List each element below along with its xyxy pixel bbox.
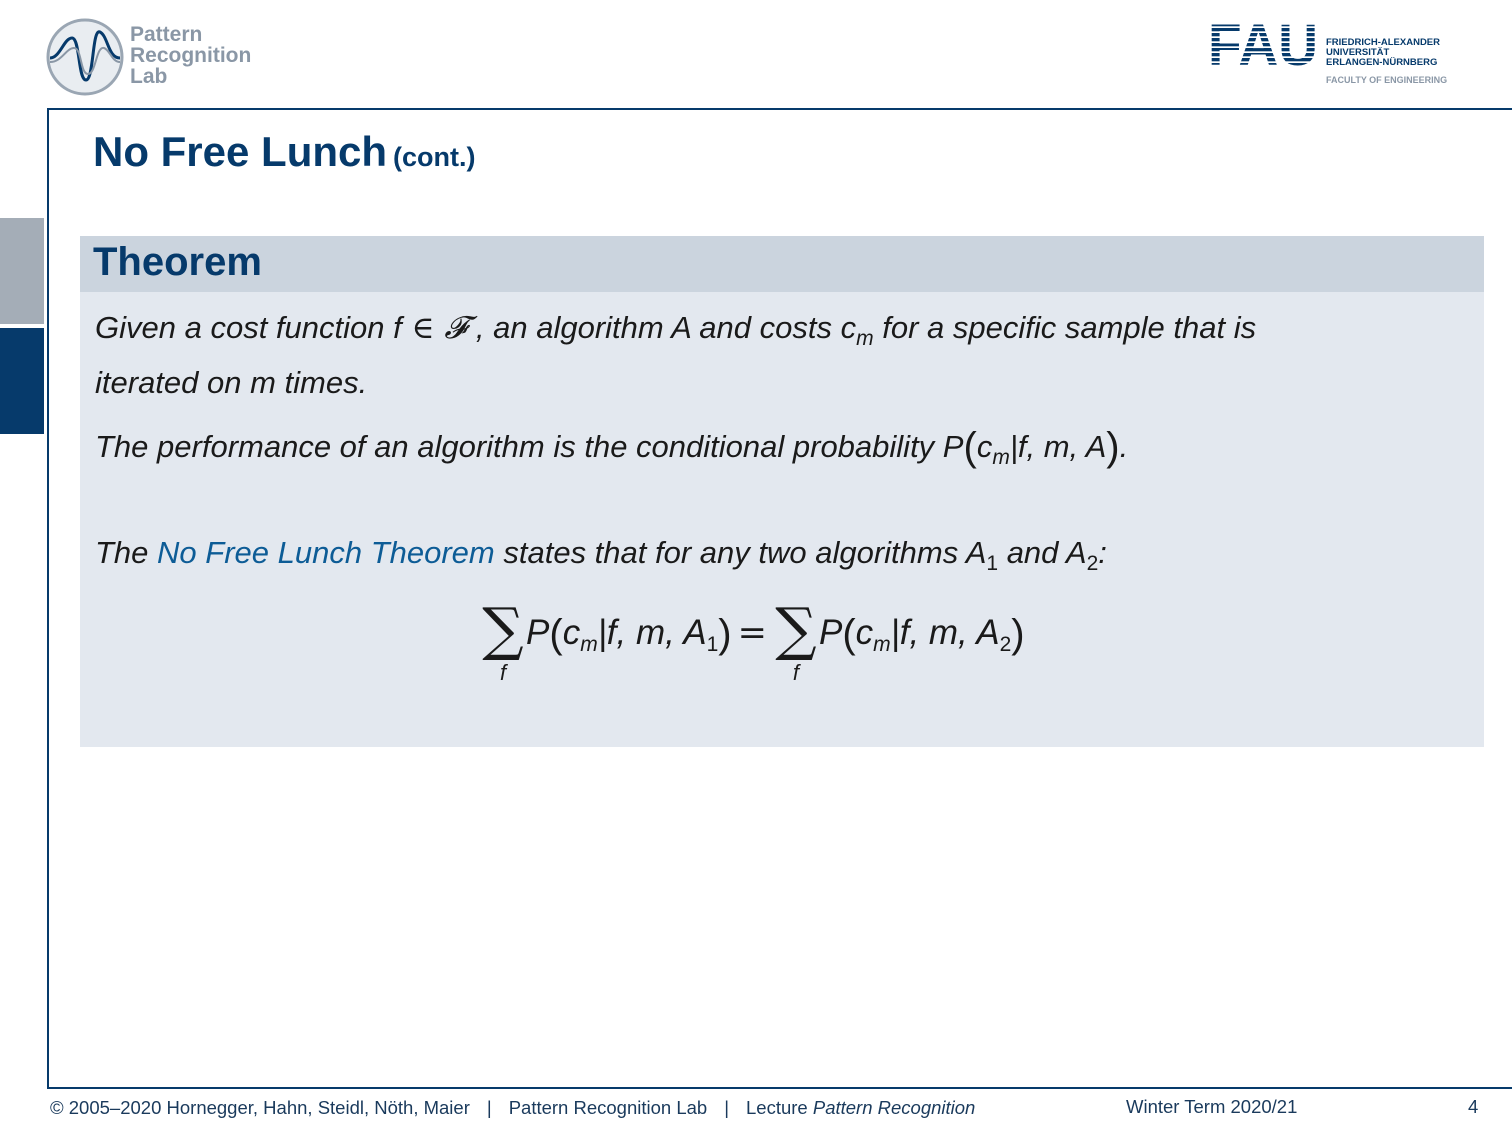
page-title — [93, 128, 476, 176]
footer-separator-2: | — [724, 1097, 729, 1118]
p1-text-c: for a specific sample that is — [873, 310, 1257, 345]
p2-rest: |f, m, A — [1009, 429, 1107, 464]
pattern-recognition-lab-logo — [46, 18, 286, 100]
footer-lecture-prefix: Lecture — [746, 1097, 813, 1118]
p3-text-c: and A — [998, 535, 1087, 570]
rhs-sum-index: f — [792, 660, 800, 685]
p2-c-subscript: m — [992, 446, 1010, 469]
theorem-heading: Theorem — [93, 240, 262, 284]
lab-logo-line-3: Lab — [130, 65, 168, 88]
fau-faculty: FACULTY OF ENGINEERING — [1326, 75, 1448, 85]
frame-left-rule — [47, 108, 49, 1088]
page-title-main: No Free Lunch — [93, 128, 388, 175]
rhs-term — [819, 612, 1025, 657]
fau-mark-icon — [1208, 18, 1320, 68]
rhs-p: P — [818, 613, 843, 652]
nfl-equation — [480, 595, 1025, 700]
p1-function-set: 𝓕 — [444, 310, 468, 346]
footer-lecture-name: Pattern Recognition — [812, 1097, 976, 1118]
frame-bottom-rule — [47, 1087, 1512, 1089]
p2-c: c — [976, 429, 993, 464]
lhs-a-subscript: 1 — [706, 633, 719, 656]
rhs-rparen: ) — [1011, 612, 1025, 656]
p2-lparen: ( — [963, 425, 977, 469]
fau-line-3: ERLANGEN-NÜRNBERG — [1326, 57, 1438, 68]
fau-line-1: FRIEDRICH-ALEXANDER — [1326, 37, 1440, 48]
lhs-sum — [480, 595, 526, 686]
rhs-c-subscript: m — [873, 633, 891, 656]
footer-separator-1: | — [486, 1097, 492, 1118]
lhs-sum-index: f — [499, 660, 507, 685]
p1-f: f — [393, 310, 402, 345]
lhs-c-subscript: m — [580, 633, 598, 656]
footer-lab: Pattern Recognition Lab — [508, 1097, 708, 1118]
page-title-suffix: (cont.) — [393, 142, 476, 172]
p2-end: . — [1119, 429, 1129, 464]
theorem-paragraph-3 — [95, 531, 1107, 586]
rhs-c: c — [855, 613, 874, 652]
p3-text-b: states that for any two algorithms A — [494, 535, 987, 570]
lab-logo-line-2: Recognition — [130, 44, 252, 67]
page-number: 4 — [1468, 1096, 1479, 1117]
lab-logo-emblem-icon — [46, 18, 124, 96]
lhs-rest: |f, m, A — [597, 613, 707, 652]
rhs-rest: |f, m, A — [890, 613, 1000, 652]
p2-rparen: ) — [1106, 425, 1120, 469]
p1-c-subscript: m — [856, 327, 874, 350]
p1-text-b: , an algorithm A and costs c — [467, 310, 857, 345]
p2-text-a: The performance of an algorithm is the conditional probability P — [95, 429, 964, 464]
rhs-sum-sign: ∑ — [775, 595, 817, 663]
fau-logo — [1208, 18, 1468, 90]
lab-logo-text — [130, 24, 251, 87]
theorem-paragraph-1 — [95, 306, 1256, 405]
frame-top-rule — [47, 108, 1512, 110]
lhs-lparen: ( — [549, 612, 563, 656]
p1-element-of: ∈ — [401, 310, 445, 346]
p1-text-a: Given a cost function — [95, 310, 394, 345]
equals-sign: = — [737, 613, 767, 653]
p3-sub-1: 1 — [986, 552, 999, 575]
lhs-sum-sign: ∑ — [482, 595, 524, 663]
section-nav-block-previous[interactable] — [0, 218, 44, 324]
rhs-lparen: ( — [842, 612, 856, 656]
svg-text:FAU: FAU — [1208, 18, 1318, 68]
fau-line-2: UNIVERSITÄT — [1326, 47, 1390, 58]
lhs-rparen: ) — [718, 612, 732, 656]
footer-term: Winter Term 2020/21 — [1126, 1096, 1298, 1117]
footer-credits — [50, 1097, 975, 1119]
lhs-p: P — [526, 613, 550, 652]
rhs-sum — [773, 595, 819, 686]
footer-copyright: © 2005–2020 Hornegger, Hahn, Steidl, Nöth, Maier — [50, 1097, 470, 1118]
p3-end: : — [1098, 535, 1107, 570]
nfl-theorem-link: No Free Lunch Theorem — [157, 535, 495, 570]
theorem-header — [80, 236, 1484, 292]
fau-logo-lines — [1326, 38, 1440, 68]
theorem-paragraph-2 — [95, 425, 1128, 480]
p3-sub-2: 2 — [1086, 552, 1099, 575]
lhs-term — [526, 612, 773, 657]
p3-text-a: The — [95, 535, 158, 570]
lhs-c: c — [562, 613, 581, 652]
p1-line-2: iterated on m times. — [95, 365, 368, 400]
lab-logo-line-1: Pattern — [130, 23, 203, 46]
rhs-a-subscript: 2 — [999, 633, 1012, 656]
section-nav-block-current[interactable] — [0, 328, 44, 434]
